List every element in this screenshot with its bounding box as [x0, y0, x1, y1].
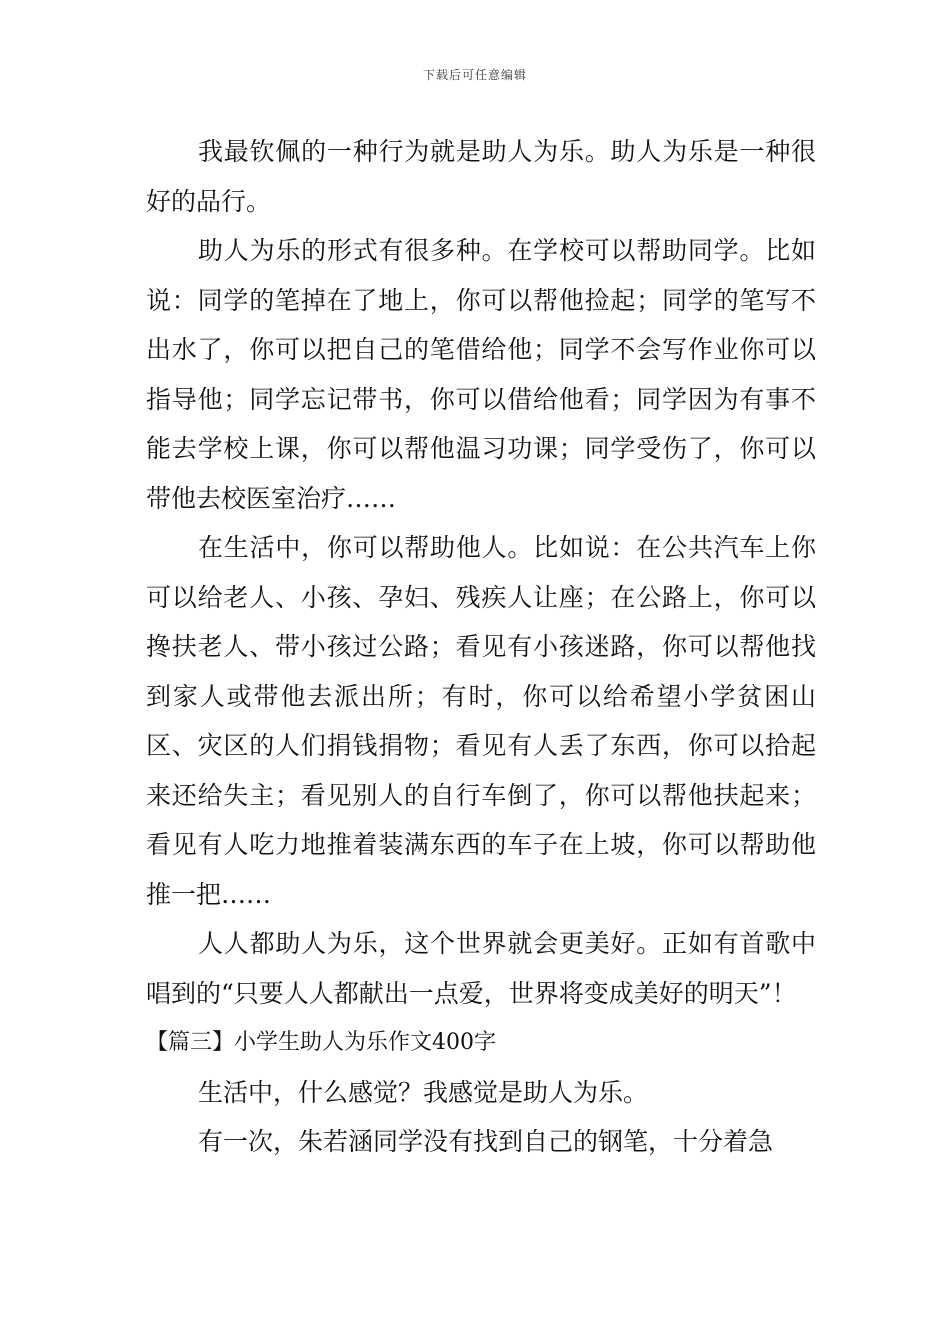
section-paragraph-1: 生活中，什么感觉？我感觉是助人为乐。: [198, 1077, 649, 1107]
paragraph-1: 我最钦佩的一种行为就是助人为乐。助人为乐是一种很好的品行。: [146, 137, 816, 216]
section-paragraph-2: 有一次，朱若涵同学没有找到自己的钢笔，十分着急: [198, 1127, 774, 1156]
paragraph-3: 在生活中，你可以帮助他人。比如说：在公共汽车上你可以给老人、小孩、孕妇、残疾人让座；在公路上，你可以搀扶老人、带小孩过公路；看见有小孩迷路，你可以帮他找到家人或带他去派出所；有时，你可以给希望小学贫困山区、灾区的人们捐钱捐物；看见有人丢了东西，你可以拾起来还给失主；看见别人的自行车倒了，你可以帮他扶起来；看见有人吃力地推着装满东西的车子在上坡，你可以帮助他推一把……: [146, 533, 816, 909]
document-body: [146, 127, 816, 1167]
section-heading: 【篇三】小学生助人为乐作文400字: [146, 1030, 496, 1055]
paragraph-2: 助人为乐的形式有很多种。在学校可以帮助同学。比如说：同学的笔掉在了地上，你可以帮他捡起；同学的笔写不出水了，你可以把自己的笔借给他；同学不会写作业你可以指导他；同学忘记带书，你可以借给他看；同学因为有事不能去学校上课，你可以帮他温习功课；同学受伤了，你可以带他去校医室治疗……: [146, 236, 816, 513]
page-header: 下载后可任意编辑: [422, 68, 527, 82]
paragraph-4: 人人都助人为乐，这个世界就会更美好。正如有首歌中唱到的“只要人人都献出一点爱，世界将变成美好的明天”！: [146, 929, 816, 1008]
